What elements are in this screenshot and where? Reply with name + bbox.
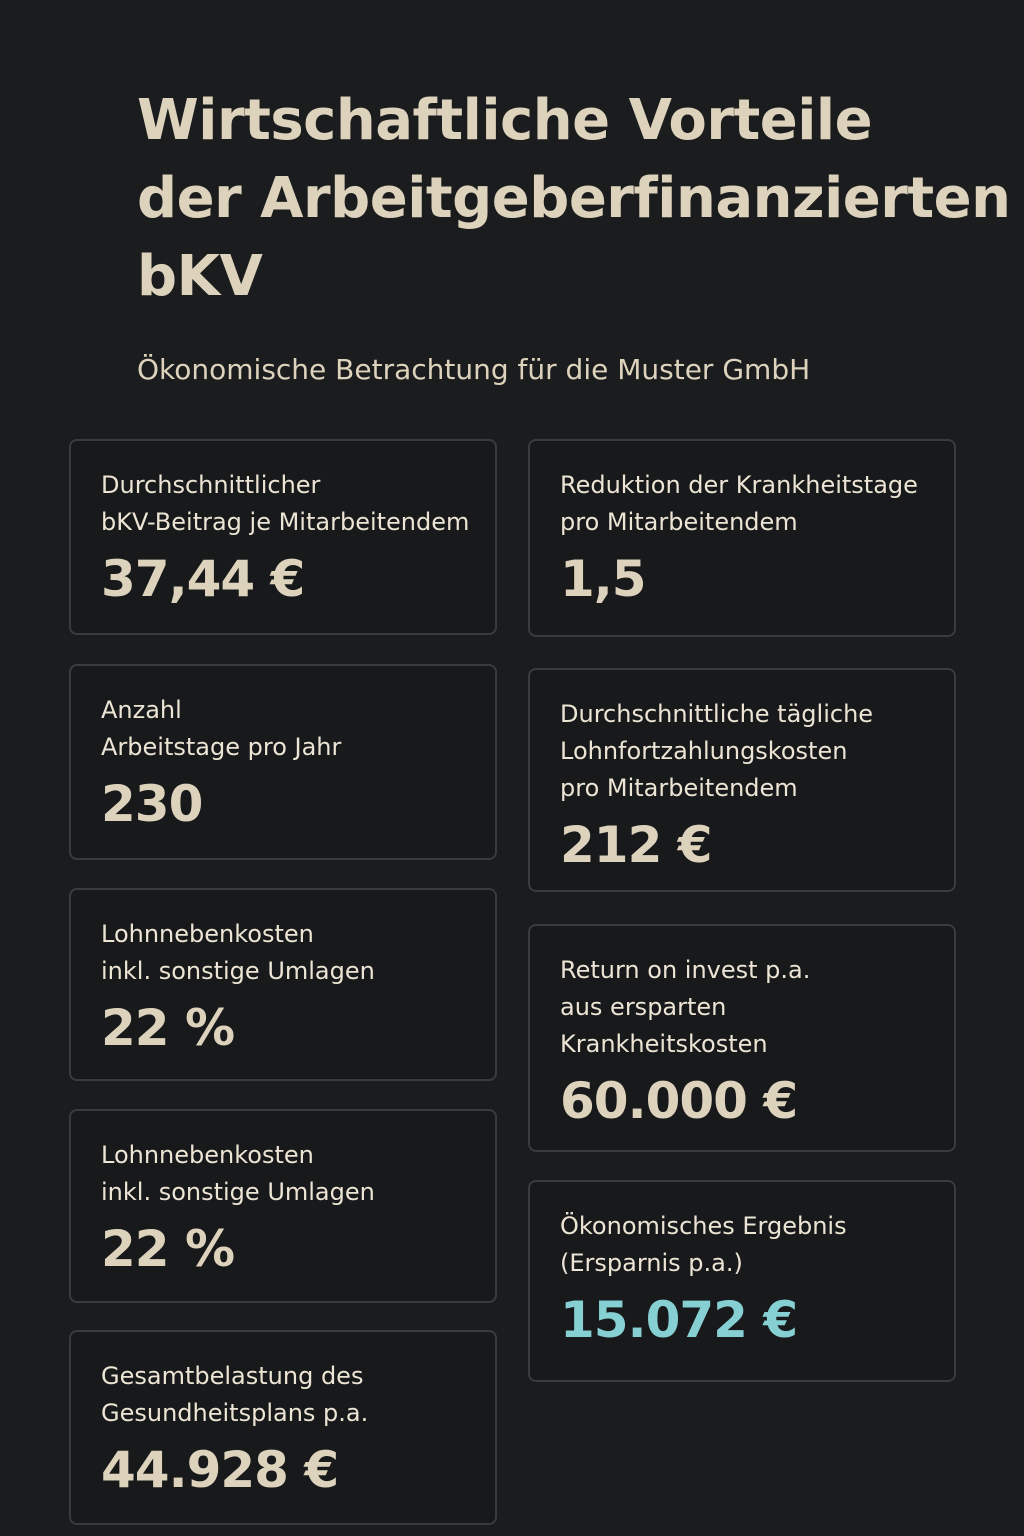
card-label-line: Gesundheitsplans p.a.: [101, 1399, 369, 1427]
card-label: [560, 1208, 924, 1282]
page-title-line: bKV: [137, 244, 263, 309]
card-label-line: Lohnnebenkosten: [101, 1141, 314, 1169]
card-value-highlight: 15.072 €: [560, 1291, 798, 1349]
card-label-line: aus ersparten: [560, 993, 727, 1021]
card-label-line: Ökonomisches Ergebnis: [560, 1212, 847, 1240]
card-label-line: Durchschnittlicher: [101, 471, 321, 499]
card-value: 37,44 €: [101, 550, 305, 608]
card-value: 22 %: [101, 1220, 235, 1278]
card-label: [101, 1358, 465, 1432]
card-ancillary-wage-costs-duplicate: [69, 1109, 497, 1303]
card-label-line: Lohnnebenkosten: [101, 920, 314, 948]
card-label: [560, 467, 924, 541]
card-label-line: pro Mitarbeitendem: [560, 774, 798, 802]
card-label-line: Reduktion der Krankheitstage: [560, 471, 918, 499]
page-subtitle: Ökonomische Betrachtung für die Muster GmbH: [137, 353, 811, 386]
card-value: 22 %: [101, 999, 235, 1057]
card-value: 60.000 €: [560, 1072, 798, 1130]
card-economic-result: [528, 1180, 956, 1382]
card-total-cost: [69, 1330, 497, 1525]
card-label-line: Anzahl: [101, 696, 182, 724]
card-label: [101, 692, 465, 766]
page-title-line: Wirtschaftliche Vorteile: [137, 88, 873, 153]
card-label-line: pro Mitarbeitendem: [560, 508, 798, 536]
card-daily-sick-pay-cost: [528, 668, 956, 892]
card-label-line: inkl. sonstige Umlagen: [101, 1178, 375, 1206]
card-label-line: Gesamtbelastung des: [101, 1362, 364, 1390]
page-title-line: der Arbeitgeberfinanzierten: [137, 166, 1011, 231]
card-value: 1,5: [560, 550, 646, 608]
card-working-days: [69, 664, 497, 860]
card-label-line: inkl. sonstige Umlagen: [101, 957, 375, 985]
card-value: 212 €: [560, 816, 712, 874]
card-return-on-invest: [528, 924, 956, 1152]
card-label-line: Return on invest p.a.: [560, 956, 811, 984]
card-label: [101, 916, 465, 990]
card-label: [101, 1137, 465, 1211]
card-value: 230: [101, 775, 203, 833]
card-label-line: Krankheitskosten: [560, 1030, 768, 1058]
card-label-line: Lohnfortzahlungskosten: [560, 737, 848, 765]
card-ancillary-wage-costs: [69, 888, 497, 1081]
card-label: [560, 952, 924, 1063]
card-label: [560, 696, 924, 807]
card-label: [101, 467, 470, 541]
card-label-line: Durchschnittliche tägliche: [560, 700, 874, 728]
card-value: 44.928 €: [101, 1441, 339, 1499]
card-sick-day-reduction: [528, 439, 956, 637]
card-bkv-contribution: [69, 439, 497, 635]
card-label-line: Arbeitstage pro Jahr: [101, 733, 342, 761]
page-title: [137, 82, 1011, 316]
card-label-line: (Ersparnis p.a.): [560, 1249, 743, 1277]
card-label-line: bKV-Beitrag je Mitarbeitendem: [101, 508, 470, 536]
